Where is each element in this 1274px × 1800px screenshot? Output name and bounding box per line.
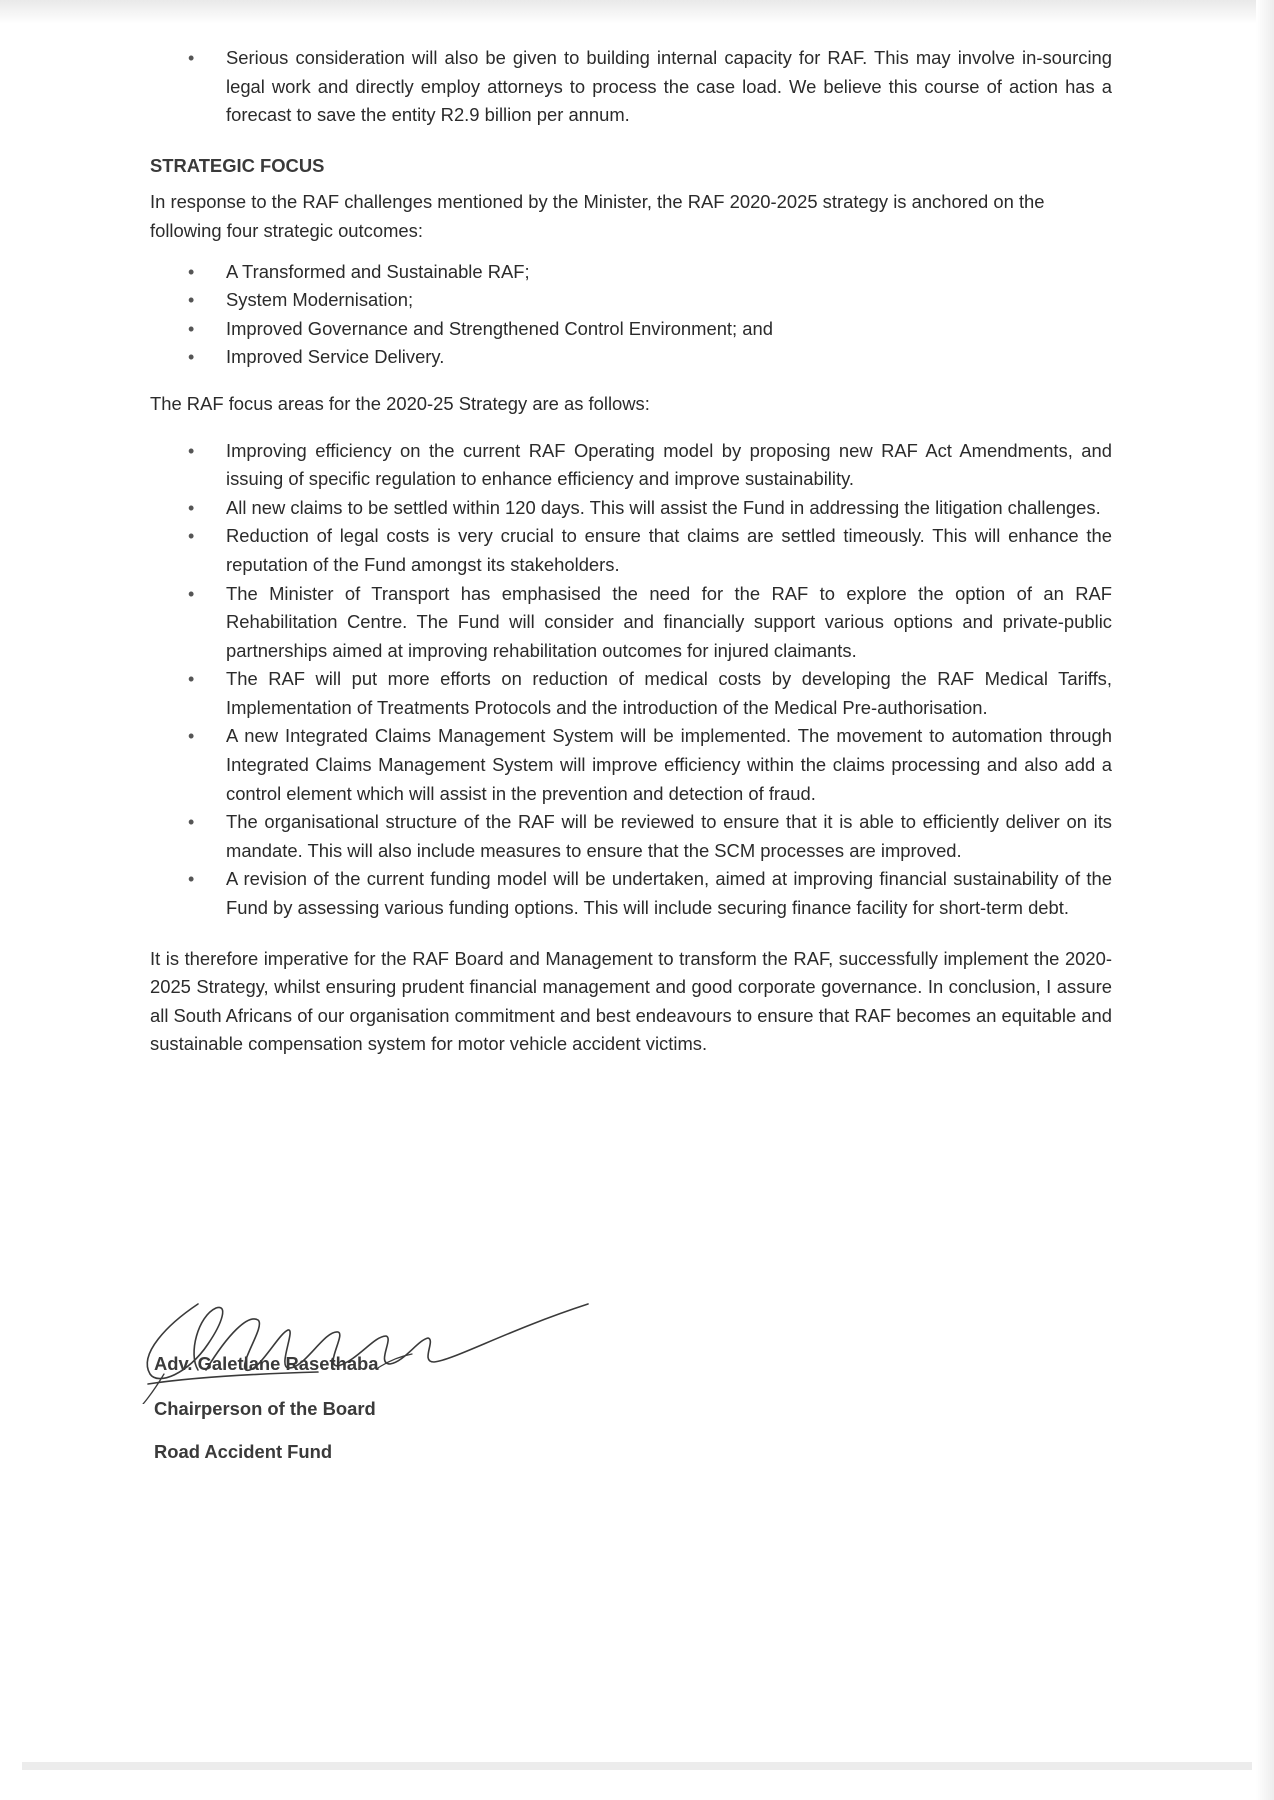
list-item: • A new Integrated Claims Management System will be implemented. The movement to automation through Integrated Claims Management System will improve efficiency within the claims processing and also add a control element which will assist in the prevention and detection of fraud. [226, 722, 1112, 808]
list-item: • Serious consideration will also be given to building internal capacity for RAF. This may involve in-sourcing legal work and directly employ attorneys to process the case load. We believe this course of action has a forecast to save the entity R2.9 billion per annum. [226, 44, 1112, 130]
strategy-intro-paragraph: In response to the RAF challenges mentioned by the Minister, the RAF 2020-2025 strategy is anchored on the following four strategic outcomes: [150, 191, 1045, 241]
document-body [150, 44, 1112, 1059]
intro-bullet-list [150, 44, 1112, 130]
scan-edge-top [0, 0, 1274, 24]
list-item: • A Transformed and Sustainable RAF; [226, 258, 1112, 287]
focus-areas-list [150, 437, 1112, 923]
list-item: • The RAF will put more efforts on reduction of medical costs by developing the RAF Medical Tariffs, Implementation of Treatments Protocols and the introduction of the Medical Pre-authorisation. [226, 665, 1112, 722]
strategic-outcomes-list [150, 258, 1112, 372]
list-item: • System Modernisation; [226, 286, 1112, 315]
list-item: • Reduction of legal costs is very crucial to ensure that claims are settled timeously. This will enhance the reputation of the Fund amongst its stakeholders. [226, 522, 1112, 579]
list-item: • Improved Governance and Strengthened Control Environment; and [226, 315, 1112, 344]
signatory-organisation: Road Accident Fund [154, 1441, 333, 1462]
list-item: • All new claims to be settled within 120 days. This will assist the Fund in addressing the litigation challenges. [226, 494, 1112, 523]
section-heading-strategic-focus: STRATEGIC FOCUS [150, 154, 325, 176]
list-item: • Improved Service Delivery. [226, 343, 1112, 372]
focus-areas-intro: The RAF focus areas for the 2020-25 Strategy are as follows: [150, 392, 650, 414]
scan-edge-right [1256, 0, 1274, 1800]
list-item: • A revision of the current funding model will be undertaken, aimed at improving financial sustainability of the Fund by assessing various funding options. This will include securing finance facility for short-term debt. [226, 865, 1112, 922]
list-item: • Improving efficiency on the current RAF Operating model by proposing new RAF Act Amendments, and issuing of specific regulation to enhance efficiency and improve sustainability. [226, 437, 1112, 494]
scan-edge-bottom [22, 1762, 1252, 1770]
list-item: • The Minister of Transport has emphasised the need for the RAF to explore the option of an RAF Rehabilitation Centre. The Fund will consider and financially support various options and private-public partnerships aimed at improving rehabilitation outcomes for injured claimants. [226, 580, 1112, 666]
list-item: • The organisational structure of the RAF will be reviewed to ensure that it is able to efficiently deliver on its mandate. This will also include measures to ensure that the SCM processes are improved. [226, 808, 1112, 865]
signature-block [154, 1288, 574, 1488]
conclusion-paragraph: It is therefore imperative for the RAF Board and Management to transform the RAF, successfully implement the 2020-2025 Strategy, whilst ensuring prudent financial management and good corporate governance. In conclusion, I assure all South Africans of our organisation commitment and best endeavours to ensure that RAF becomes an equitable and sustainable compensation system for motor vehicle accident victims. [150, 947, 1112, 1055]
signatory-title: Chairperson of the Board [154, 1398, 376, 1419]
signatory-name: Adv. Galetlane Rasethaba [154, 1353, 379, 1374]
handwritten-signature [128, 1274, 608, 1404]
